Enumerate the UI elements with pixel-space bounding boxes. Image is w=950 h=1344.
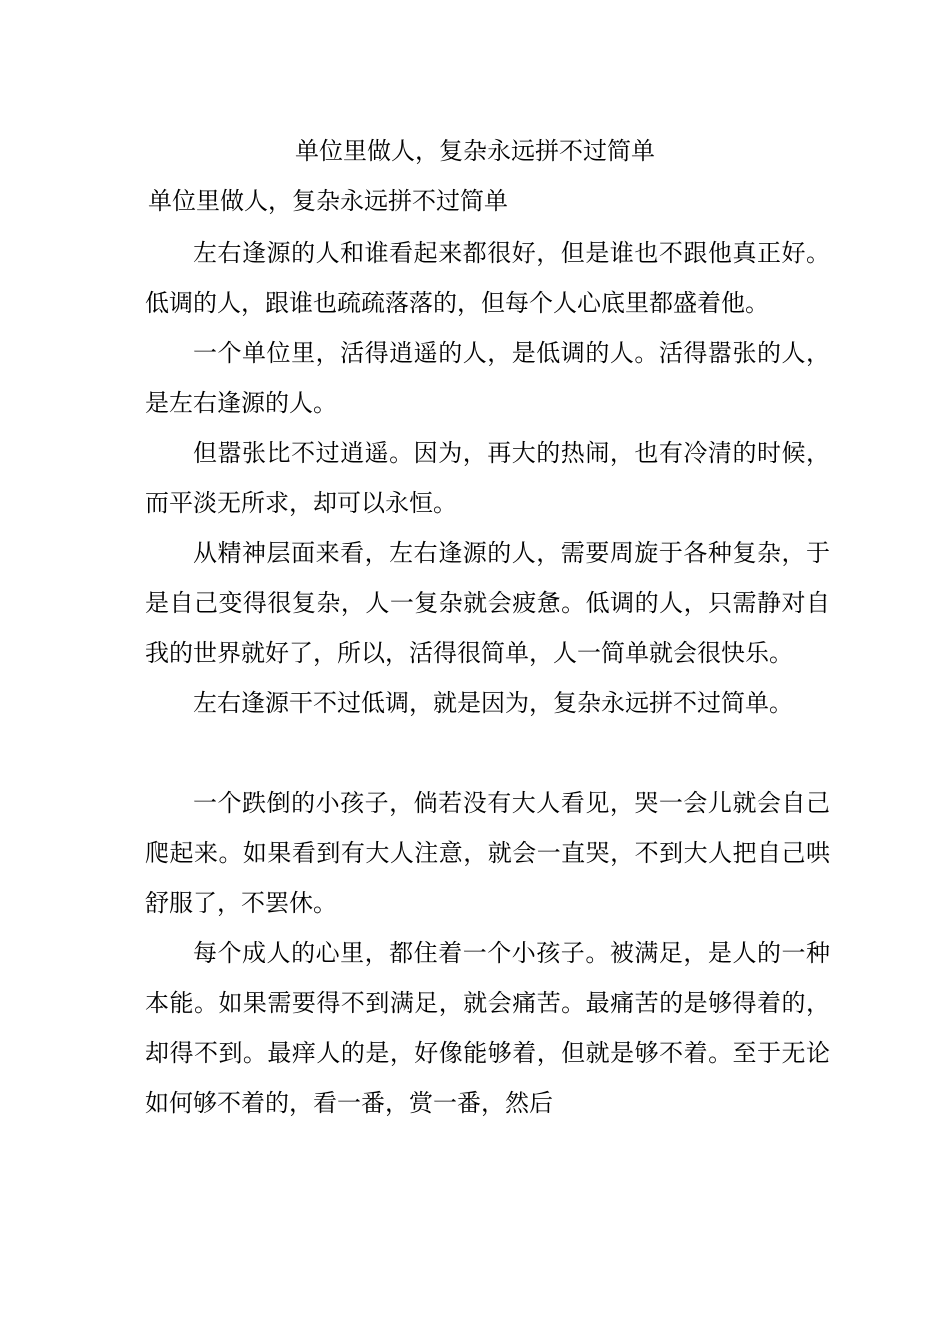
paragraph-6: 一个跌倒的小孩子，倘若没有大人看见，哭一会儿就会自己爬起来。如果看到有大人注意，就会一直哭，不到大人把自己哄舒服了，不罢休。 [145,789,830,917]
paragraph-5: 左右逢源干不过低调，就是因为，复杂永远拼不过简单。 [193,689,793,717]
article-body [145,228,830,1128]
section-spacer [145,728,830,778]
page-title: 单位里做人，复杂永远拼不过简单 [295,137,655,165]
page-subtitle: 单位里做人，复杂永远拼不过简单 [148,187,508,215]
paragraph-2: 一个单位里，活得逍遥的人，是低调的人。活得嚣张的人，是左右逢源的人。 [145,339,830,417]
paragraph-1: 左右逢源的人和谁看起来都很好，但是谁也不跟他真正好。低调的人，跟谁也疏疏落落的，但每个人心底里都盛着他。 [145,239,830,317]
paragraph-7: 每个成人的心里，都住着一个小孩子。被满足，是人的一种本能。如果需要得不到满足，就会痛苦。最痛苦的是够得着的，却得不到。最痒人的是，好像能够着，但就是够不着。至于无论如何够不着的，看一番，赏一番，然后 [145,939,830,1117]
paragraph-3: 但嚣张比不过逍遥。因为，再大的热闹，也有冷清的时候，而平淡无所求，却可以永恒。 [145,439,830,517]
paragraph-4: 从精神层面来看，左右逢源的人，需要周旋于各种复杂，于是自己变得很复杂，人一复杂就会疲惫。低调的人，只需静对自我的世界就好了，所以，活得很简单，人一简单就会很快乐。 [145,539,830,667]
